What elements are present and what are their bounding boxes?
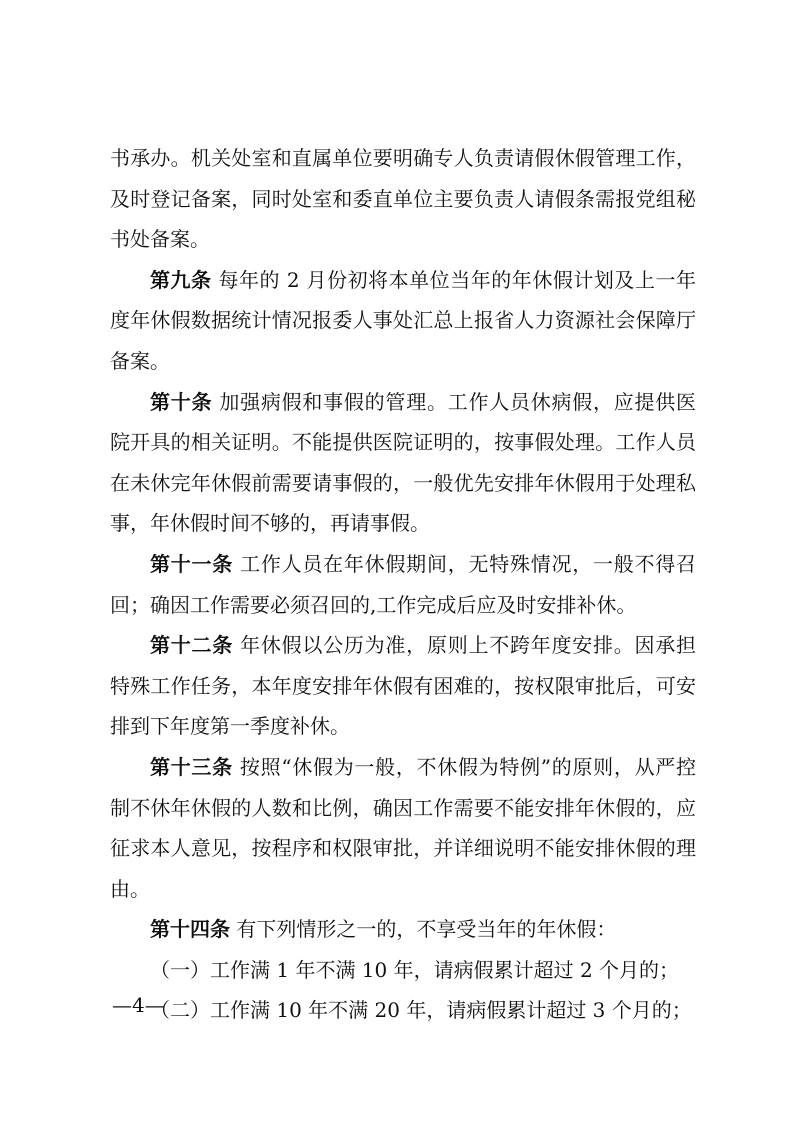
document-body: [110, 138, 696, 1031]
article-13: [110, 747, 696, 909]
article-label: 第九条: [150, 267, 212, 292]
article-text: 有下列情形之一的，不享受当年的年休假：: [230, 917, 617, 942]
article-12: [110, 625, 696, 747]
article-text: 按照“休假为一般，不休假为特例”的原则，从严控制不休年休假的人数和比例，确因工作需要不能安排年休假的，应征求本人意见，按程序和权限审批，并详细说明不能安排休假的理由。: [110, 754, 696, 901]
article-11: [110, 544, 696, 625]
page-number: —4—: [112, 993, 165, 1017]
article-label: 第十一条: [150, 551, 234, 576]
list-item-text: （一）工作满 1 年不满 10 年，请病假累计超过 2 个月的；: [150, 957, 680, 982]
list-item-2: [110, 990, 696, 1031]
article-text: 每年的 2 月份初将本单位当年的年休假计划及上一年度年休假数据统计情况报委人事处汇总上报省人力资源社会保障厅备案。: [110, 267, 696, 373]
paragraph-continuation: [110, 138, 696, 260]
list-item-1: [110, 950, 696, 991]
article-text: 加强病假和事假的管理。工作人员休病假，应提供医院开具的相关证明。不能提供医院证明的，按事假处理。工作人员在未休完年休假前需要请事假的，一般优先安排年休假用于处理私事，年休假时间不够的，再请事假。: [110, 389, 697, 536]
article-text: 工作人员在年休假期间，无特殊情况，一般不得召回；确因工作需要必须召回的,工作完成后应及时安排补休。: [110, 551, 697, 617]
article-14: [110, 909, 696, 950]
paragraph-text: 书承办。机关处室和直属单位要明确专人负责请假休假管理工作，及时登记备案，同时处室和委直单位主要负责人请假条需报党组秘书处备案。: [110, 146, 696, 252]
article-text: 年休假以公历为准，原则上不跨年度安排。因承担特殊工作任务，本年度安排年休假有困难的，按权限审批后，可安排到下年度第一季度补休。: [110, 633, 697, 739]
article-10: [110, 382, 696, 544]
article-label: 第十二条: [150, 633, 234, 658]
article-label: 第十四条: [150, 917, 230, 942]
list-item-text: （二）工作满 10 年不满 20 年，请病假累计超过 3 个月的；: [150, 998, 692, 1023]
article-9: [110, 260, 696, 382]
article-label: 第十三条: [150, 754, 233, 779]
article-label: 第十条: [150, 389, 213, 414]
